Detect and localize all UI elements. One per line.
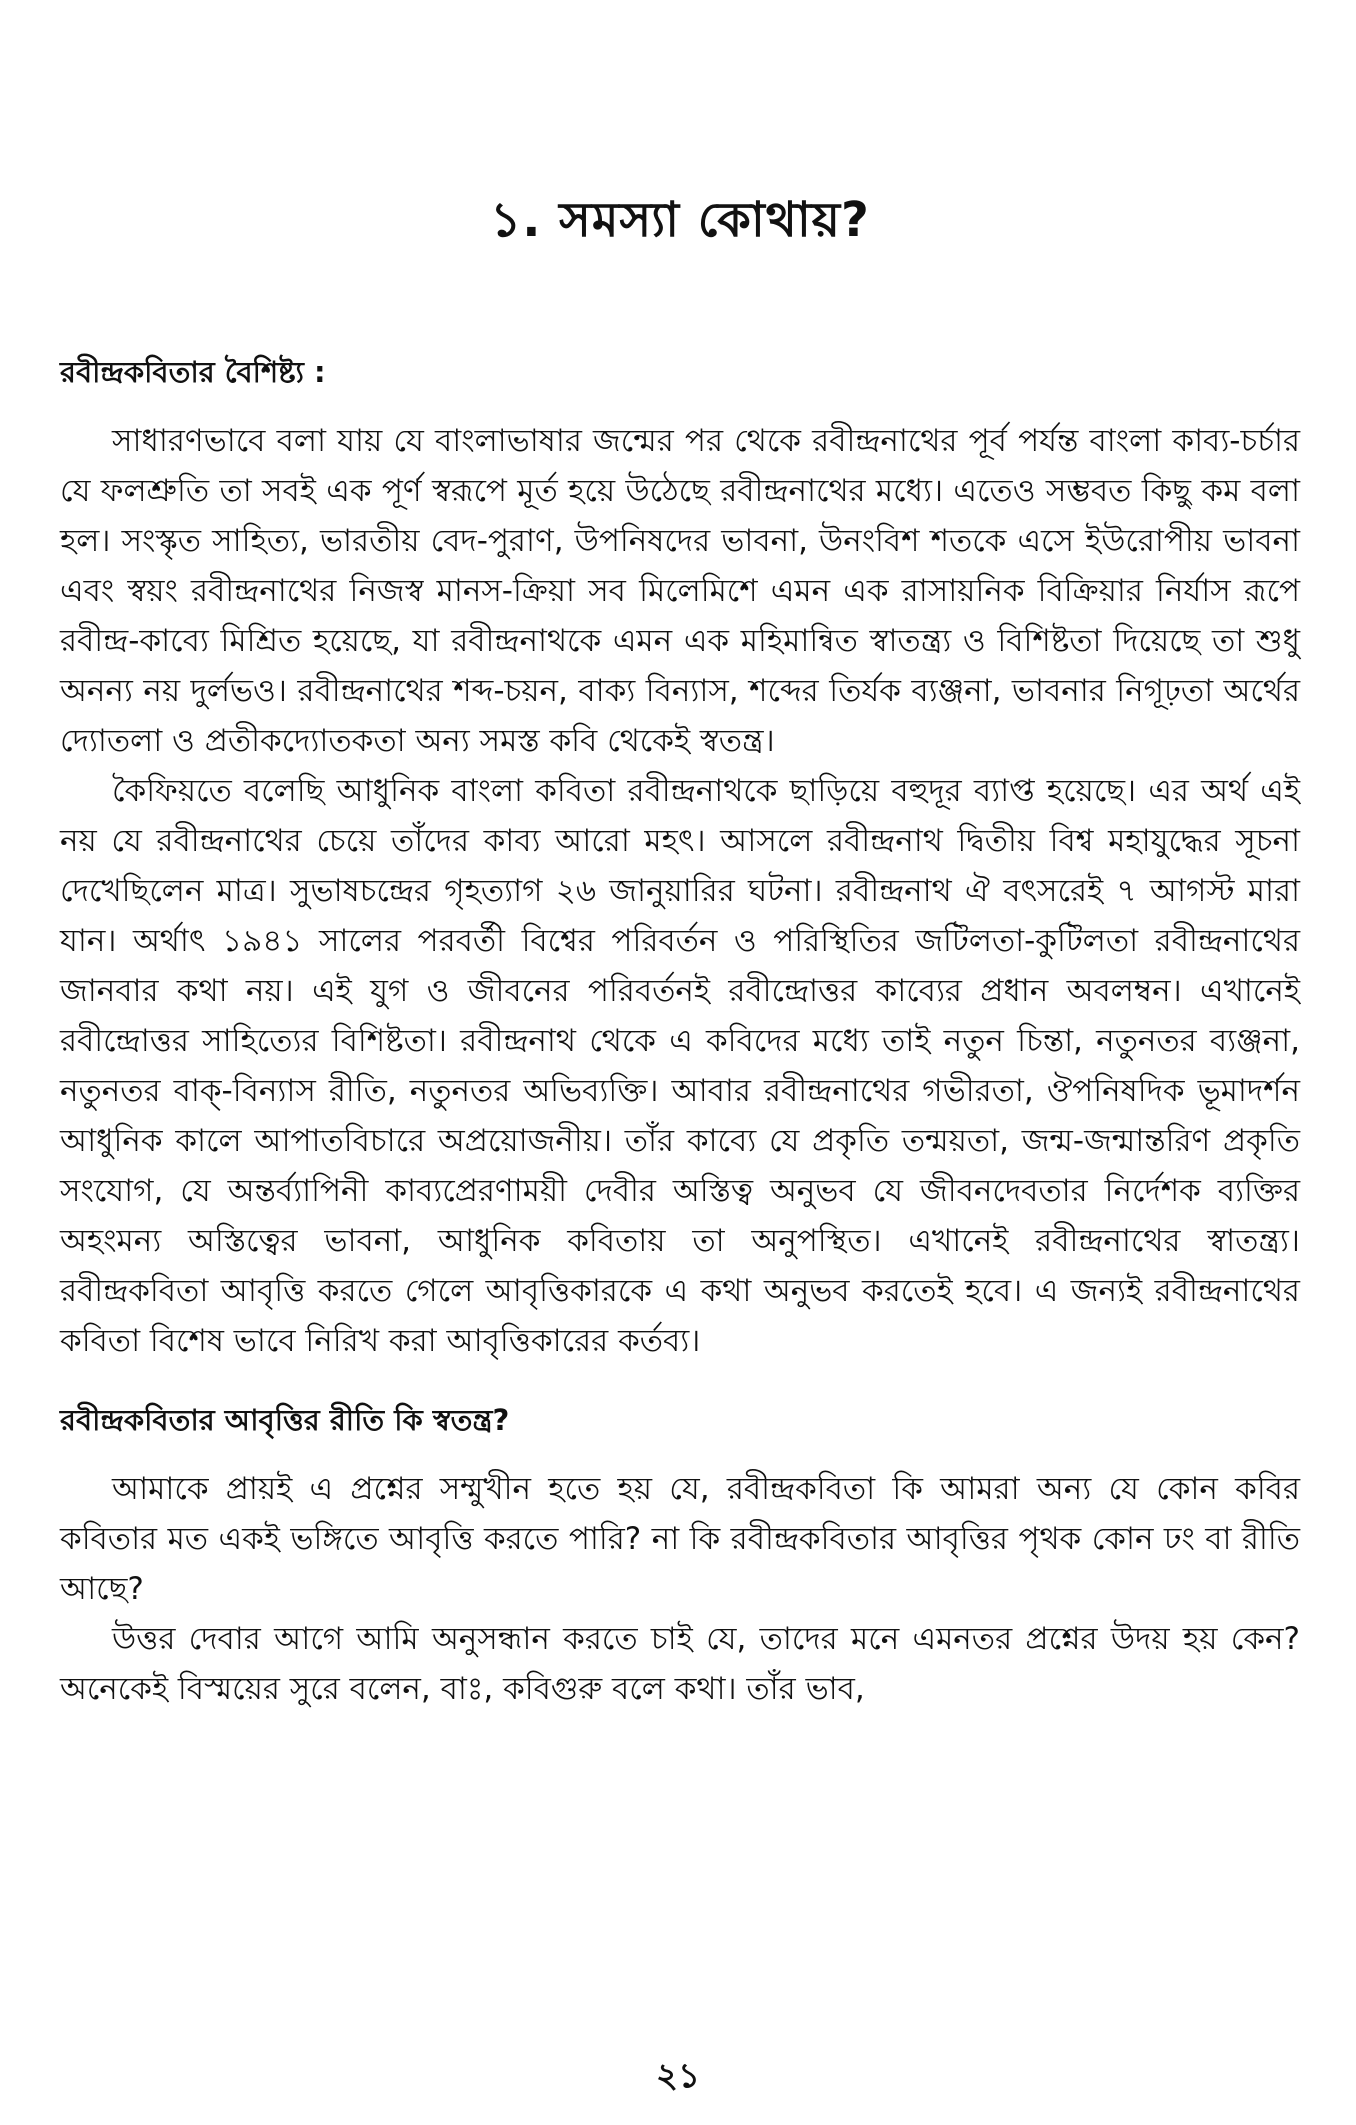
chapter-title: ১. সমস্যা কোথায়? — [490, 192, 870, 248]
section-spacer — [60, 1366, 1300, 1398]
section-heading: রবীন্দ্রকবিতার বৈশিষ্ট্য : — [60, 355, 326, 389]
section-recitation-style — [60, 1398, 1300, 1714]
section-heading: রবীন্দ্রকবিতার আবৃত্তির রীতি কি স্বতন্ত্র? — [60, 1403, 510, 1437]
book-page — [60, 190, 1300, 2070]
section-features — [60, 350, 1300, 1366]
paragraph: কৈফিয়তে বলেছি আধুনিক বাংলা কবিতা রবীন্দ্রনাথকে ছাড়িয়ে বহুদূর ব্যাপ্ত হয়েছে। এর অর্থ এই নয় যে রবীন্দ্রনাথের চেয়ে তাঁদের কাব্য আরো মহৎ। আসলে রবীন্দ্রনাথ দ্বিতীয় বিশ্ব মহাযুদ্ধের সূচনা দেখেছিলেন মাত্র। সুভাষচন্দ্রের গৃহত্যাগ ২৬ জানুয়ারির ঘটনা। রবীন্দ্রনাথ ঐ বৎসরেই ৭ আগস্ট মারা যান। অর্থাৎ ১৯৪১ সালের পরবর্তী বিশ্বের পরিবর্তন ও পরিস্থিতির জটিলতা-কুটিলতা রবীন্দ্রনাথের জানবার কথা নয়। এই যুগ ও জীবনের পরিবর্তনই রবীন্দ্রোত্তর কাব্যের প্রধান অবলম্বন। এখানেই রবীন্দ্রোত্তর সাহিত্যের বিশিষ্টতা। রবীন্দ্রনাথ থেকে এ কবিদের মধ্যে তাই নতুন চিন্তা, নতুনতর ব্যঞ্জনা, নতুনতর বাক্-বিন্যাস রীতি, নতুনতর অভিব্যক্তি। আবার রবীন্দ্রনাথের গভীরতা, ঔপনিষদিক ভূমাদর্শন আধুনিক কালে আপাতবিচারে অপ্রয়োজনীয়। তাঁর কাব্যে যে প্রকৃতি তন্ময়তা, জন্ম-জন্মান্তরিণ প্রকৃতি সংযোগ, যে অন্তর্ব্যাপিনী কাব্যপ্রেরণাময়ী দেবীর অস্তিত্ব অনুভব যে জীবনদেবতার নির্দেশক ব্যক্তির অহংমন্য অস্তিত্বের ভাবনা, আধুনিক কবিতায় তা অনুপস্থিত। এখানেই রবীন্দ্রনাথের স্বাতন্ত্র্য। রবীন্দ্রকবিতা আবৃত্তি করতে গেলে আবৃত্তিকারকে এ কথা অনুভব করতেই হবে। এ জন্যই রবীন্দ্রনাথের কবিতা বিশেষ ভাবে নিরিখ করা আবৃত্তিকারের কর্তব্য। — [60, 773, 1300, 1359]
page-number: ২১ — [655, 2056, 701, 2096]
paragraph: সাধারণভাবে বলা যায় যে বাংলাভাষার জন্মের পর থেকে রবীন্দ্রনাথের পূর্ব পর্যন্ত বাংলা কাব্য-চর্চার যে ফলশ্রুতি তা সবই এক পূর্ণ স্বরূপে মূর্ত হয়ে উঠেছে রবীন্দ্রনাথের মধ্যে। এতেও সম্ভবত কিছু কম বলা হল। সংস্কৃত সাহিত্য, ভারতীয় বেদ-পুরাণ, উপনিষদের ভাবনা, উনংবিশ শতকে এসে ইউরোপীয় ভাবনা এবং স্বয়ং রবীন্দ্রনাথের নিজস্ব মানস-ক্রিয়া সব মিলেমিশে এমন এক রাসায়নিক বিক্রিয়ার নির্যাস রূপে রবীন্দ্র-কাব্যে মিশ্রিত হয়েছে, যা রবীন্দ্রনাথকে এমন এক মহিমান্বিত স্বাতন্ত্র্য ও বিশিষ্টতা দিয়েছে তা শুধু অনন্য নয় দুর্লভও। রবীন্দ্রনাথের শব্দ-চয়ন, বাক্য বিন্যাস, শব্দের তির্যক ব্যঞ্জনা, ভাবনার নিগূঢ়তা অর্থের দ্যোতলা ও প্রতীকদ্যোতকতা অন্য সমস্ত কবি থেকেই স্বতন্ত্র। — [60, 423, 1300, 759]
paragraph: উত্তর দেবার আগে আমি অনুসন্ধান করতে চাই যে, তাদের মনে এমনতর প্রশ্নের উদয় হয় কেন? অনেকেই বিস্ময়ের সুরে বলেন, বাঃ, কবিগুরু বলে কথা। তাঁর ভাব, — [60, 1621, 1300, 1707]
paragraph: আমাকে প্রায়ই এ প্রশ্নের সম্মুখীন হতে হয় যে, রবীন্দ্রকবিতা কি আমরা অন্য যে কোন কবির কবিতার মত একই ভঙ্গিতে আবৃত্তি করতে পারি? না কি রবীন্দ্রকবিতার আবৃত্তির পৃথক কোন ঢং বা রীতি আছে? — [60, 1471, 1300, 1607]
